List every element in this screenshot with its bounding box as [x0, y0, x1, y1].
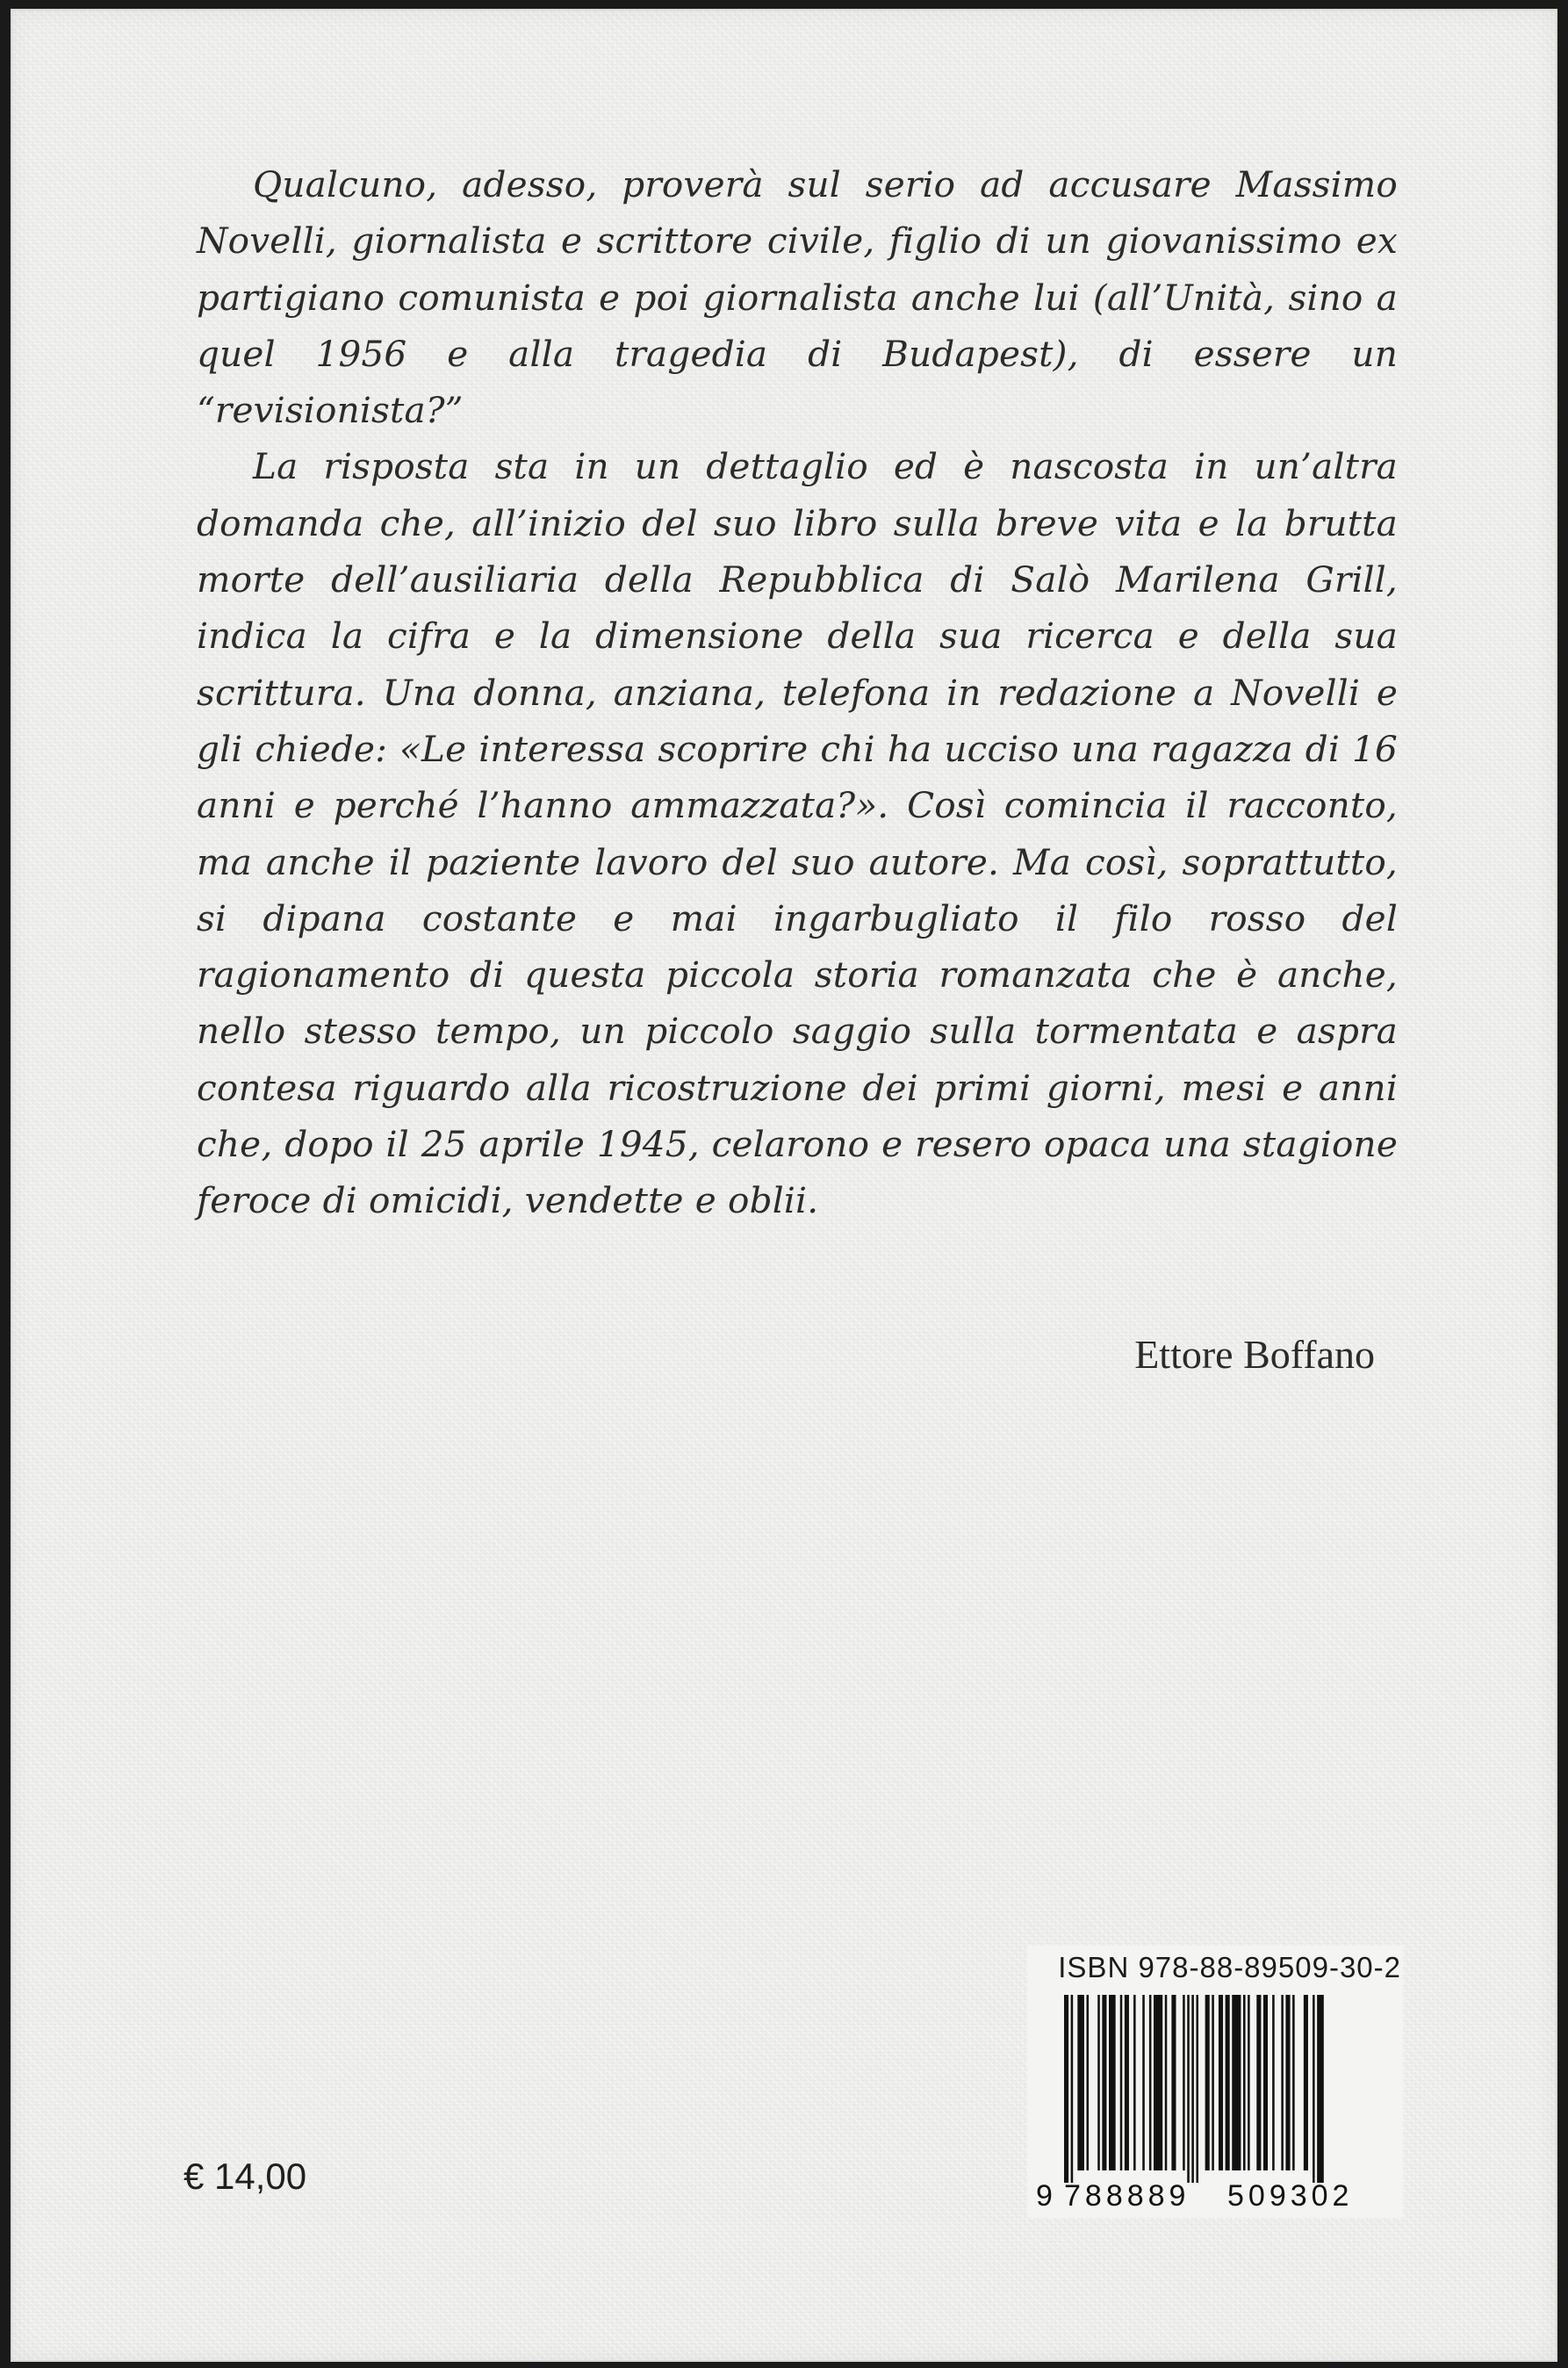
barcode-bar: [1304, 1995, 1308, 2170]
barcode-bar: [1248, 1995, 1250, 2170]
barcode-bar: [1272, 1995, 1275, 2170]
barcode-first-digit: 9: [1036, 2179, 1053, 2213]
barcode-bar: [1120, 1995, 1123, 2170]
isbn-barcode-block: [1027, 1946, 1403, 2218]
barcode-bar: [1313, 1995, 1315, 2183]
barcode-bar: [1263, 1995, 1268, 2170]
barcode-bar: [1281, 1995, 1284, 2170]
barcode-bar: [1064, 1995, 1068, 2183]
book-back-cover: [11, 9, 1557, 2362]
barcode-bar: [1317, 1995, 1324, 2183]
barcode-bar: [1109, 1995, 1116, 2170]
barcode-bar: [1191, 1995, 1194, 2183]
blurb-paragraph-1: Qualcuno, adesso, proverà sul serio ad accusare Massimo Novelli, giornalista e scrittore civile, figlio di un giovanissimo ex partigiano comunista e poi giornalista anche lui (all’Unità, sino a quel 1956 e alla tragedia di Budapest), di essere un “revisionista?”: [197, 163, 1398, 432]
barcode-bar: [1125, 1995, 1129, 2170]
barcode-bar: [1212, 1995, 1214, 2170]
blurb-author: Ettore Boffano: [1134, 1332, 1375, 1377]
barcode-left-digits: 788889: [1064, 2179, 1190, 2213]
barcode-bar: [1165, 1995, 1168, 2170]
barcode-bar: [1285, 1995, 1290, 2170]
barcode-bar: [1097, 1995, 1100, 2170]
barcode-bar: [1219, 1995, 1223, 2170]
barcode-bar: [1133, 1995, 1136, 2170]
barcode-bar: [1102, 1995, 1106, 2170]
barcode-bar: [1205, 1995, 1210, 2170]
barcode-bar: [1142, 1995, 1145, 2170]
barcode-bar: [1154, 1995, 1162, 2170]
barcode-bar: [1077, 1995, 1084, 2170]
barcode-bar: [1071, 1995, 1074, 2183]
barcode-icon: [1027, 1995, 1403, 2214]
barcode-bar: [1232, 1995, 1241, 2170]
barcode-bar: [1196, 1995, 1198, 2183]
isbn-label: ISBN 978-88-89509-30-2: [1058, 1951, 1401, 1983]
barcode-bar: [1149, 1995, 1152, 2170]
barcode-bar: [1256, 1995, 1261, 2170]
barcode-bar: [1171, 1995, 1176, 2170]
barcode-bar: [1243, 1995, 1246, 2170]
barcode-bar: [1187, 1995, 1190, 2183]
barcode-bar: [1292, 1995, 1295, 2170]
barcode-bar: [1183, 1995, 1185, 2170]
price-label: € 14,00: [183, 2156, 307, 2197]
barcode-bar: [1087, 1995, 1090, 2170]
barcode-bar: [1226, 1995, 1230, 2170]
blurb-paragraph-2: La risposta sta in un dettaglio ed è nascosta in un’altra domanda che, all’inizio del suo libro sulla breve vita e la brutta morte dell’ausiliaria della Repubblica di Salò Marilena Grill, indica la cifra e la dimensione della sua ricerca e della sua scrittura. Una donna, anziana, telefona in redazione a Novelli e gli chiede: «Le interessa scoprire chi ha ucciso una ragazza di 16 anni e perché l’hanno ammazzata?». Così comincia il racconto, ma anche il paziente lavoro del suo autore. Ma così, soprattutto, si dipana costante e mai ingarbugliato il filo rosso del ragionamento di questa piccola storia romanzata che è anche, nello stesso tempo, un piccolo saggio sulla tormentata e aspra contesa riguardo alla ricostruzione dei primi giorni, mesi e anni che, dopo il 25 aprile 1945, celarono e resero opaca una stagione feroce di omicidi, vendette e oblii.: [197, 445, 1398, 1222]
barcode-right-digits: 509302: [1227, 2179, 1354, 2213]
blurb-text: [197, 156, 1398, 1229]
